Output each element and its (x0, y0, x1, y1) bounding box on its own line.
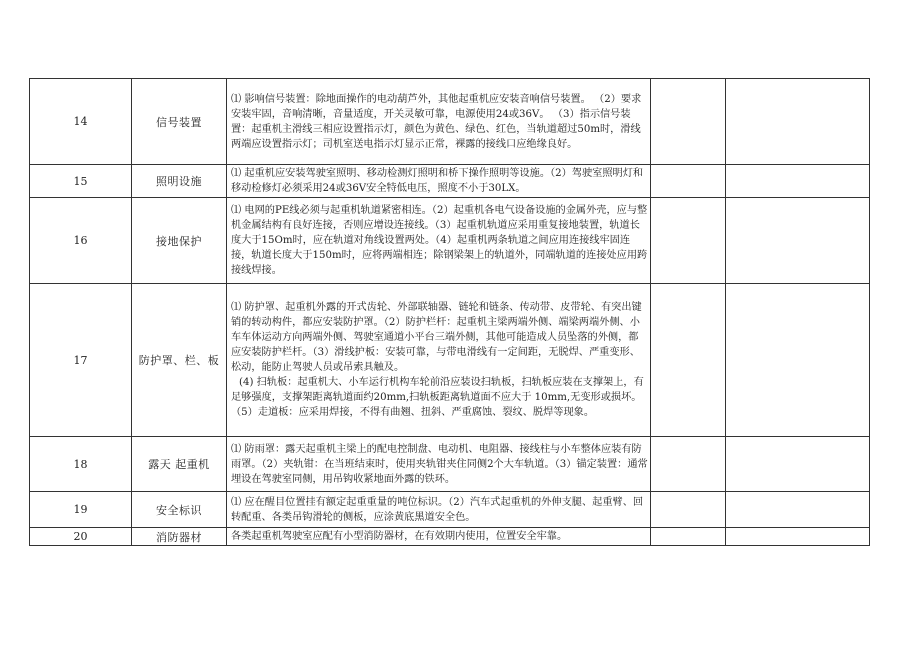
table-row (30, 79, 870, 165)
blank-cell (726, 198, 870, 284)
requirement-text (227, 284, 651, 437)
row-number: 18 (30, 437, 132, 492)
row-number: 16 (30, 198, 132, 284)
requirement-paragraph: (4) 扫轨板：起重机大、小车运行机构车轮前沿应装设扫轨板，扫轨板应装在支撑架上，有足够强度，支撑架距离轨道面约20mm,扫轨板距离轨道面不应大于 10mm,无变形或损坏。（5）走道板：应采用焊接，不得有曲翘、扭斜、严重腐蚀、裂纹、脱焊等现象。 (231, 377, 644, 418)
inspection-item: 信号装置 (132, 79, 227, 165)
row-number: 20 (30, 528, 132, 546)
inspection-item: 接地保护 (132, 198, 227, 284)
inspection-item: 防护罩、栏、板 (132, 284, 227, 437)
requirement-text: 各类起重机驾驶室应配有小型消防器材，在有效期内使用，位置安全牢靠。 (227, 528, 651, 546)
requirement-text: ⑴ 影响信号装置：除地面操作的电动葫芦外，其他起重机应安装音响信号装置。 （2）要求安装牢固，音响清晰，音量适度，开关灵敏可靠，电源使用24或36V。 （3）指示信号装置：起重机主滑线三相应设置指示灯，颜色为黄色、绿色、红色，当轨道超过50m时，滑线两端应设置指示灯；司机室送电指示灯显示正常，裸露的接线口应绝缘良好。 (227, 79, 651, 165)
blank-cell (726, 492, 870, 528)
row-number: 15 (30, 165, 132, 198)
requirement-text: ⑴ 防雨罩：露天起重机主梁上的配电控制盘、电动机、电阻器、接线柱与小车整体应装有防雨罩。（2）夹轨钳：在当班结束时，使用夹轨钳夹住同侧2个大车轨道。（3）锚定装置：通常埋设在驾驶室同侧，用吊钩收紧地面外露的铁环。 (227, 437, 651, 492)
inspection-item: 安全标识 (132, 492, 227, 528)
blank-cell (651, 492, 726, 528)
requirement-text: ⑴ 起重机应安装驾驶室照明、移动检测灯照明和桥下操作照明等设施。（2）驾驶室照明灯和移动检修灯必须采用24或36V安全特低电压，照度不小于30LX。 (227, 165, 651, 198)
blank-cell (651, 528, 726, 546)
table-row (30, 492, 870, 528)
blank-cell (651, 437, 726, 492)
inspection-item: 消防器材 (132, 528, 227, 546)
blank-cell (726, 284, 870, 437)
blank-cell (651, 284, 726, 437)
inspection-item: 照明设施 (132, 165, 227, 198)
row-number: 19 (30, 492, 132, 528)
blank-cell (651, 198, 726, 284)
row-number: 14 (30, 79, 132, 165)
requirement-paragraph: ⑴ 防护罩、起重机外露的开式齿轮、外部联轴器、链轮和链条、传动带、皮带轮、有突出键销的转动构件，都应安装防护罩。（2）防护栏杆：起重机主梁两端外侧、端梁两端外侧、小车车体运动方向两端外侧、驾驶室通道小平台三端外侧，其他可能造成人员坠落的外侧，都应安装防护栏杆。（3）滑线护板：安装可靠，与带电滑线有一定间距，无脱焊、严重变形、松动，能防止驾驶人员或吊索具触及。 (231, 302, 642, 373)
inspection-table (29, 78, 870, 546)
blank-cell (651, 165, 726, 198)
table-row (30, 284, 870, 437)
table-row (30, 528, 870, 546)
requirement-text: ⑴ 应在醒目位置挂有额定起重重量的吨位标识。（2）汽车式起重机的外伸支腿、起重臂、回转配重、各类吊钩滑轮的侧板，应涂黄底黑道安全色。 (227, 492, 651, 528)
requirement-text: ⑴ 电网的PE线必须与起重机轨道紧密相连。（2）起重机各电气设备设施的金属外壳，应与整机金属结构有良好连接，否则应增设连接线。（3）起重机轨道应采用重复接地装置，轨道长度大于15Om时，应在轨道对角线设置两处。（4）起重机两条轨道之间应用连接线牢固连接，轨道长度大于150m时，应将两端相连；除钢梁架上的轨道外，同端轨道的连接处应用跨接线焊接。 (227, 198, 651, 284)
blank-cell (726, 79, 870, 165)
blank-cell (726, 528, 870, 546)
table-row (30, 165, 870, 198)
table-row (30, 437, 870, 492)
blank-cell (651, 79, 726, 165)
row-number: 17 (30, 284, 132, 437)
blank-cell (726, 165, 870, 198)
table-row (30, 198, 870, 284)
blank-cell (726, 437, 870, 492)
inspection-item: 露天 起重机 (132, 437, 227, 492)
